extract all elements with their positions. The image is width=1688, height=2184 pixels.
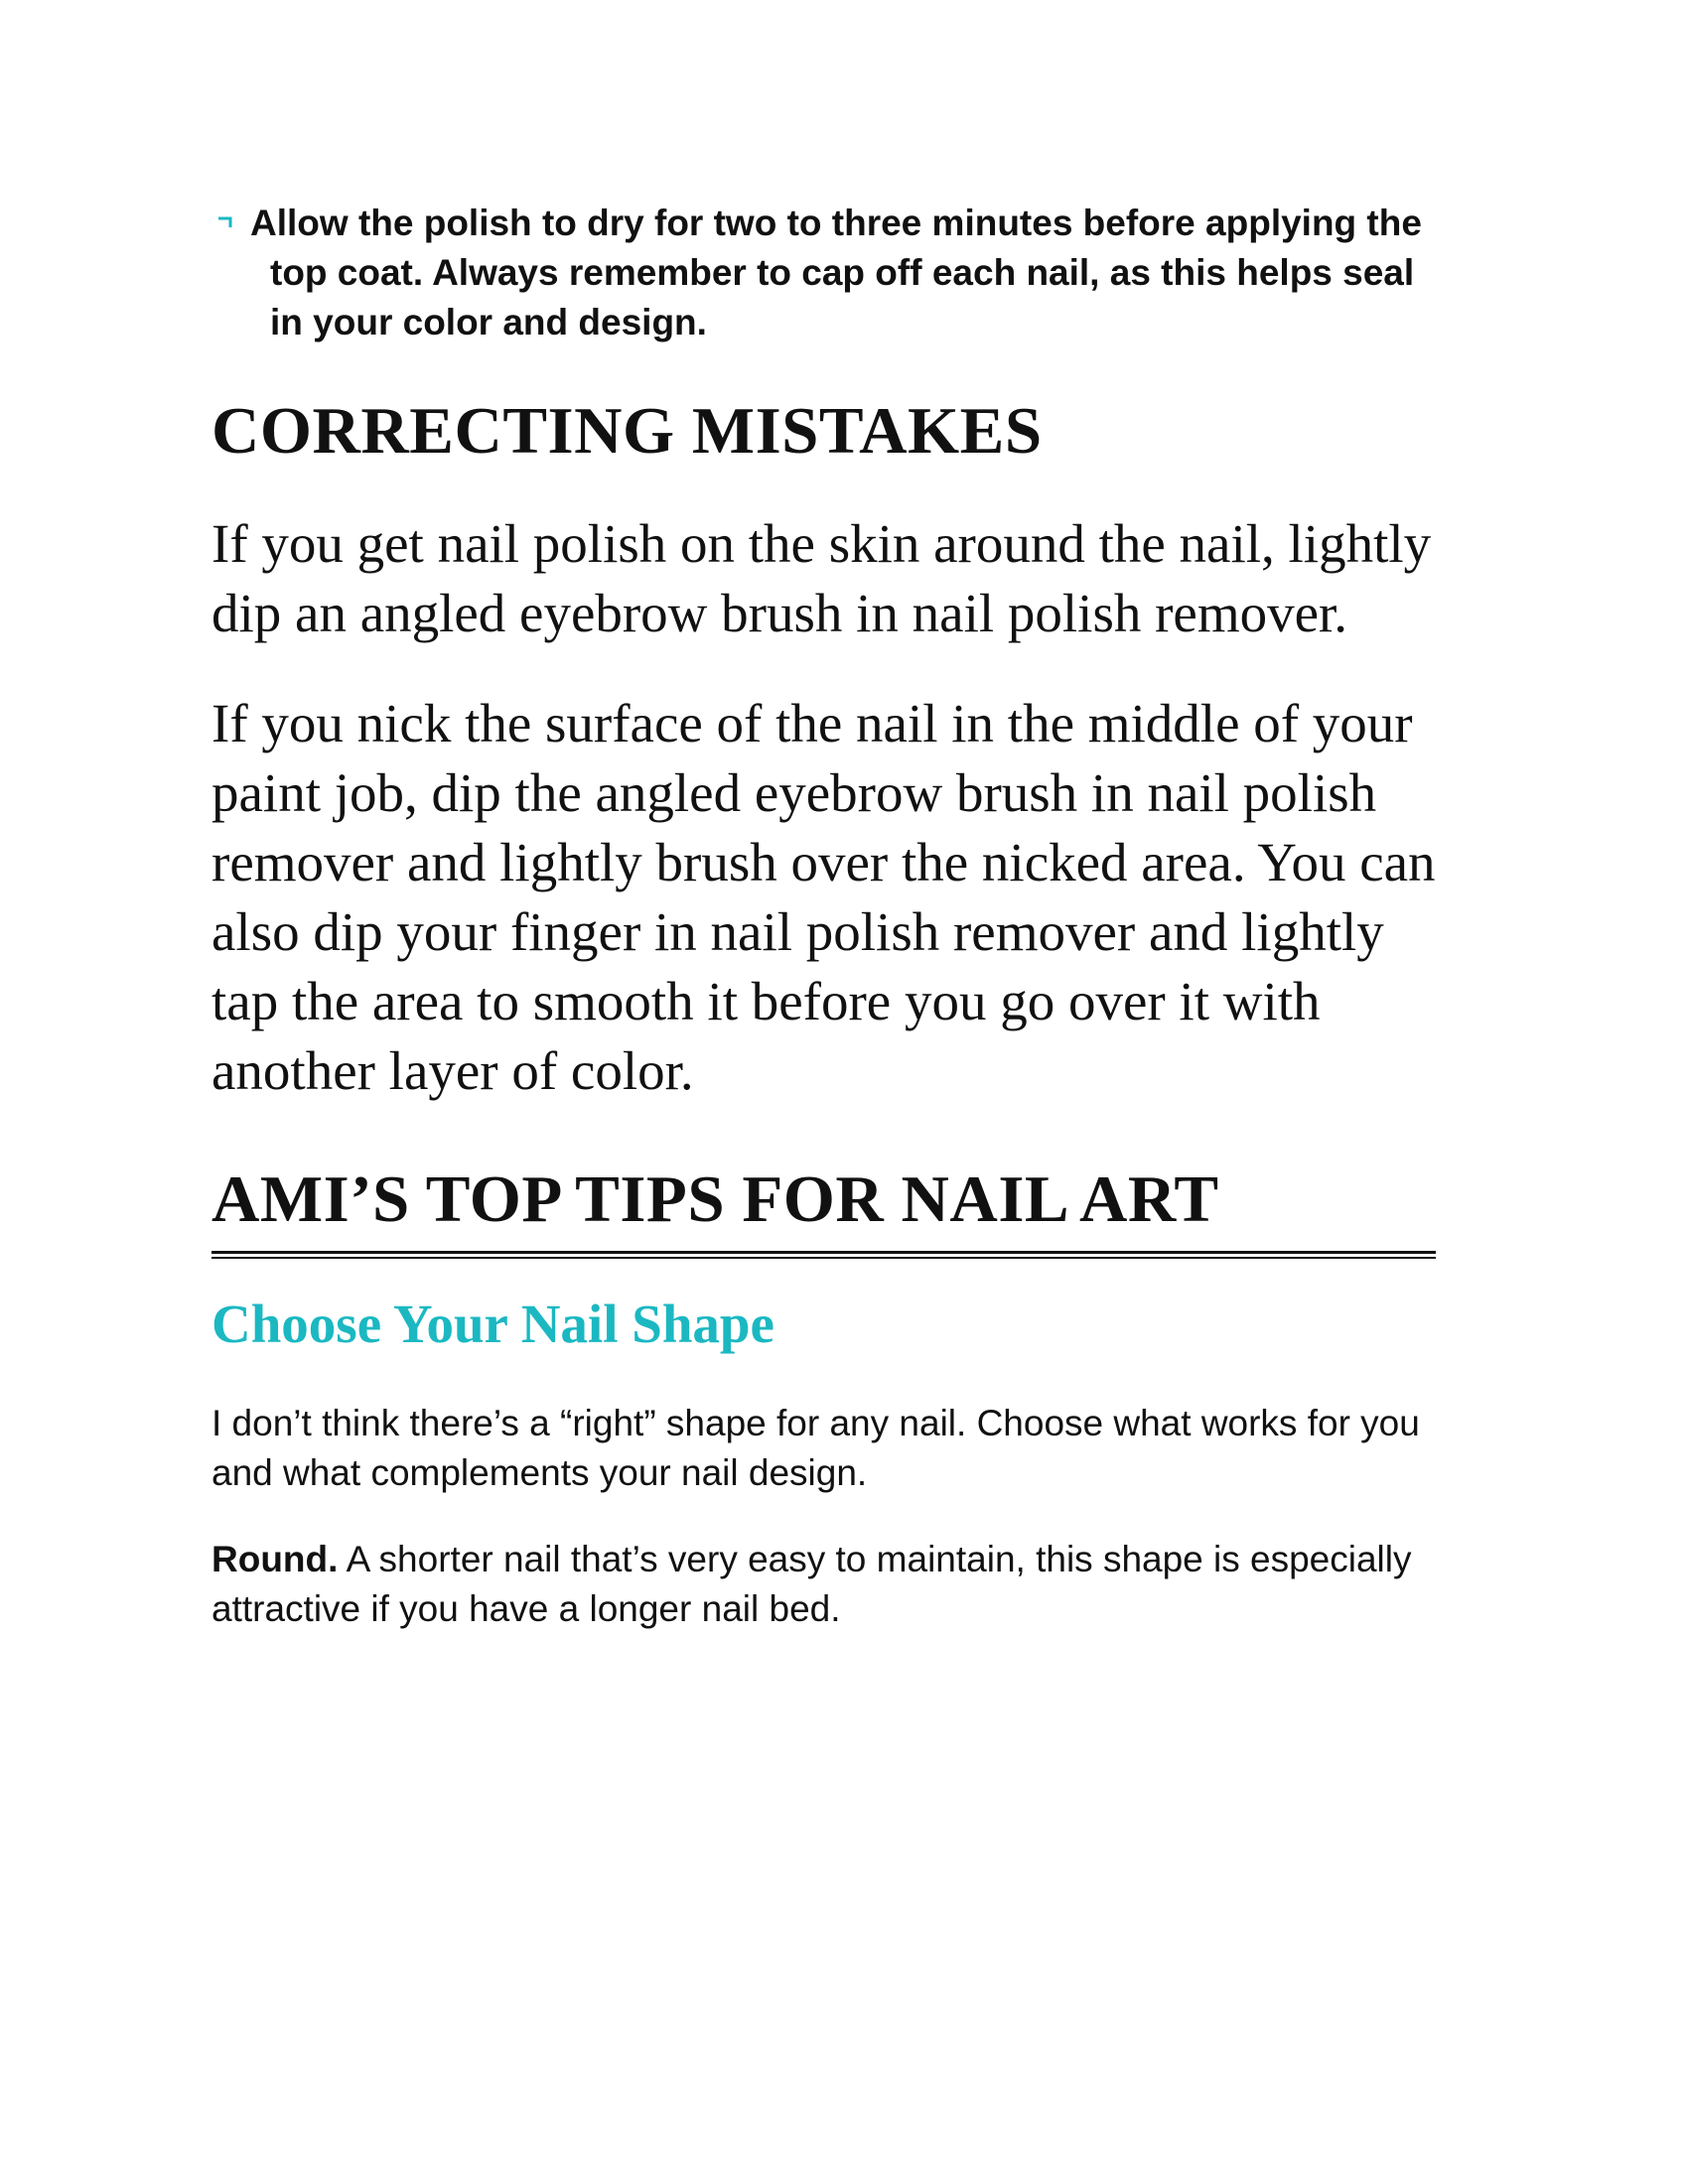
bullet-item bbox=[211, 199, 1438, 347]
subheading-nail-shape: Choose Your Nail Shape bbox=[211, 1294, 774, 1354]
heading-top-tips: AMI’S TOP TIPS FOR NAIL ART bbox=[211, 1162, 1219, 1236]
heading-correcting-mistakes: CORRECTING MISTAKES bbox=[211, 394, 1043, 468]
heading-divider bbox=[211, 1251, 1436, 1259]
round-label: Round. bbox=[211, 1539, 339, 1579]
paragraph-nicked-surface: If you nick the surface of the nail in the middle of your paint job, dip the angled eyebrow brush in nail polish remover and lightly brush over the nicked area. You can also dip your finger in nail polish remover and lightly tap the area to smooth it before you go over it with another layer of color. bbox=[211, 693, 1436, 1101]
round-description: A shorter nail that’s very easy to maintain, this shape is especially attractive if you have a longer nail bed. bbox=[211, 1539, 1412, 1629]
page-content bbox=[211, 199, 1438, 1634]
corner-bullet-icon bbox=[217, 214, 233, 230]
paragraph-polish-on-skin: If you get nail polish on the skin around the nail, lightly dip an angled eyebrow brush in nail polish remover. bbox=[211, 513, 1432, 643]
paragraph-round-shape bbox=[211, 1535, 1438, 1634]
paragraph-shape-intro: I don’t think there’s a “right” shape for any nail. Choose what works for you and what complements your nail design. bbox=[211, 1403, 1420, 1493]
bullet-text: Allow the polish to dry for two to three minutes before applying the top coat. Always remember to cap off each nail, as this helps seal in your color and design. bbox=[250, 203, 1422, 342]
